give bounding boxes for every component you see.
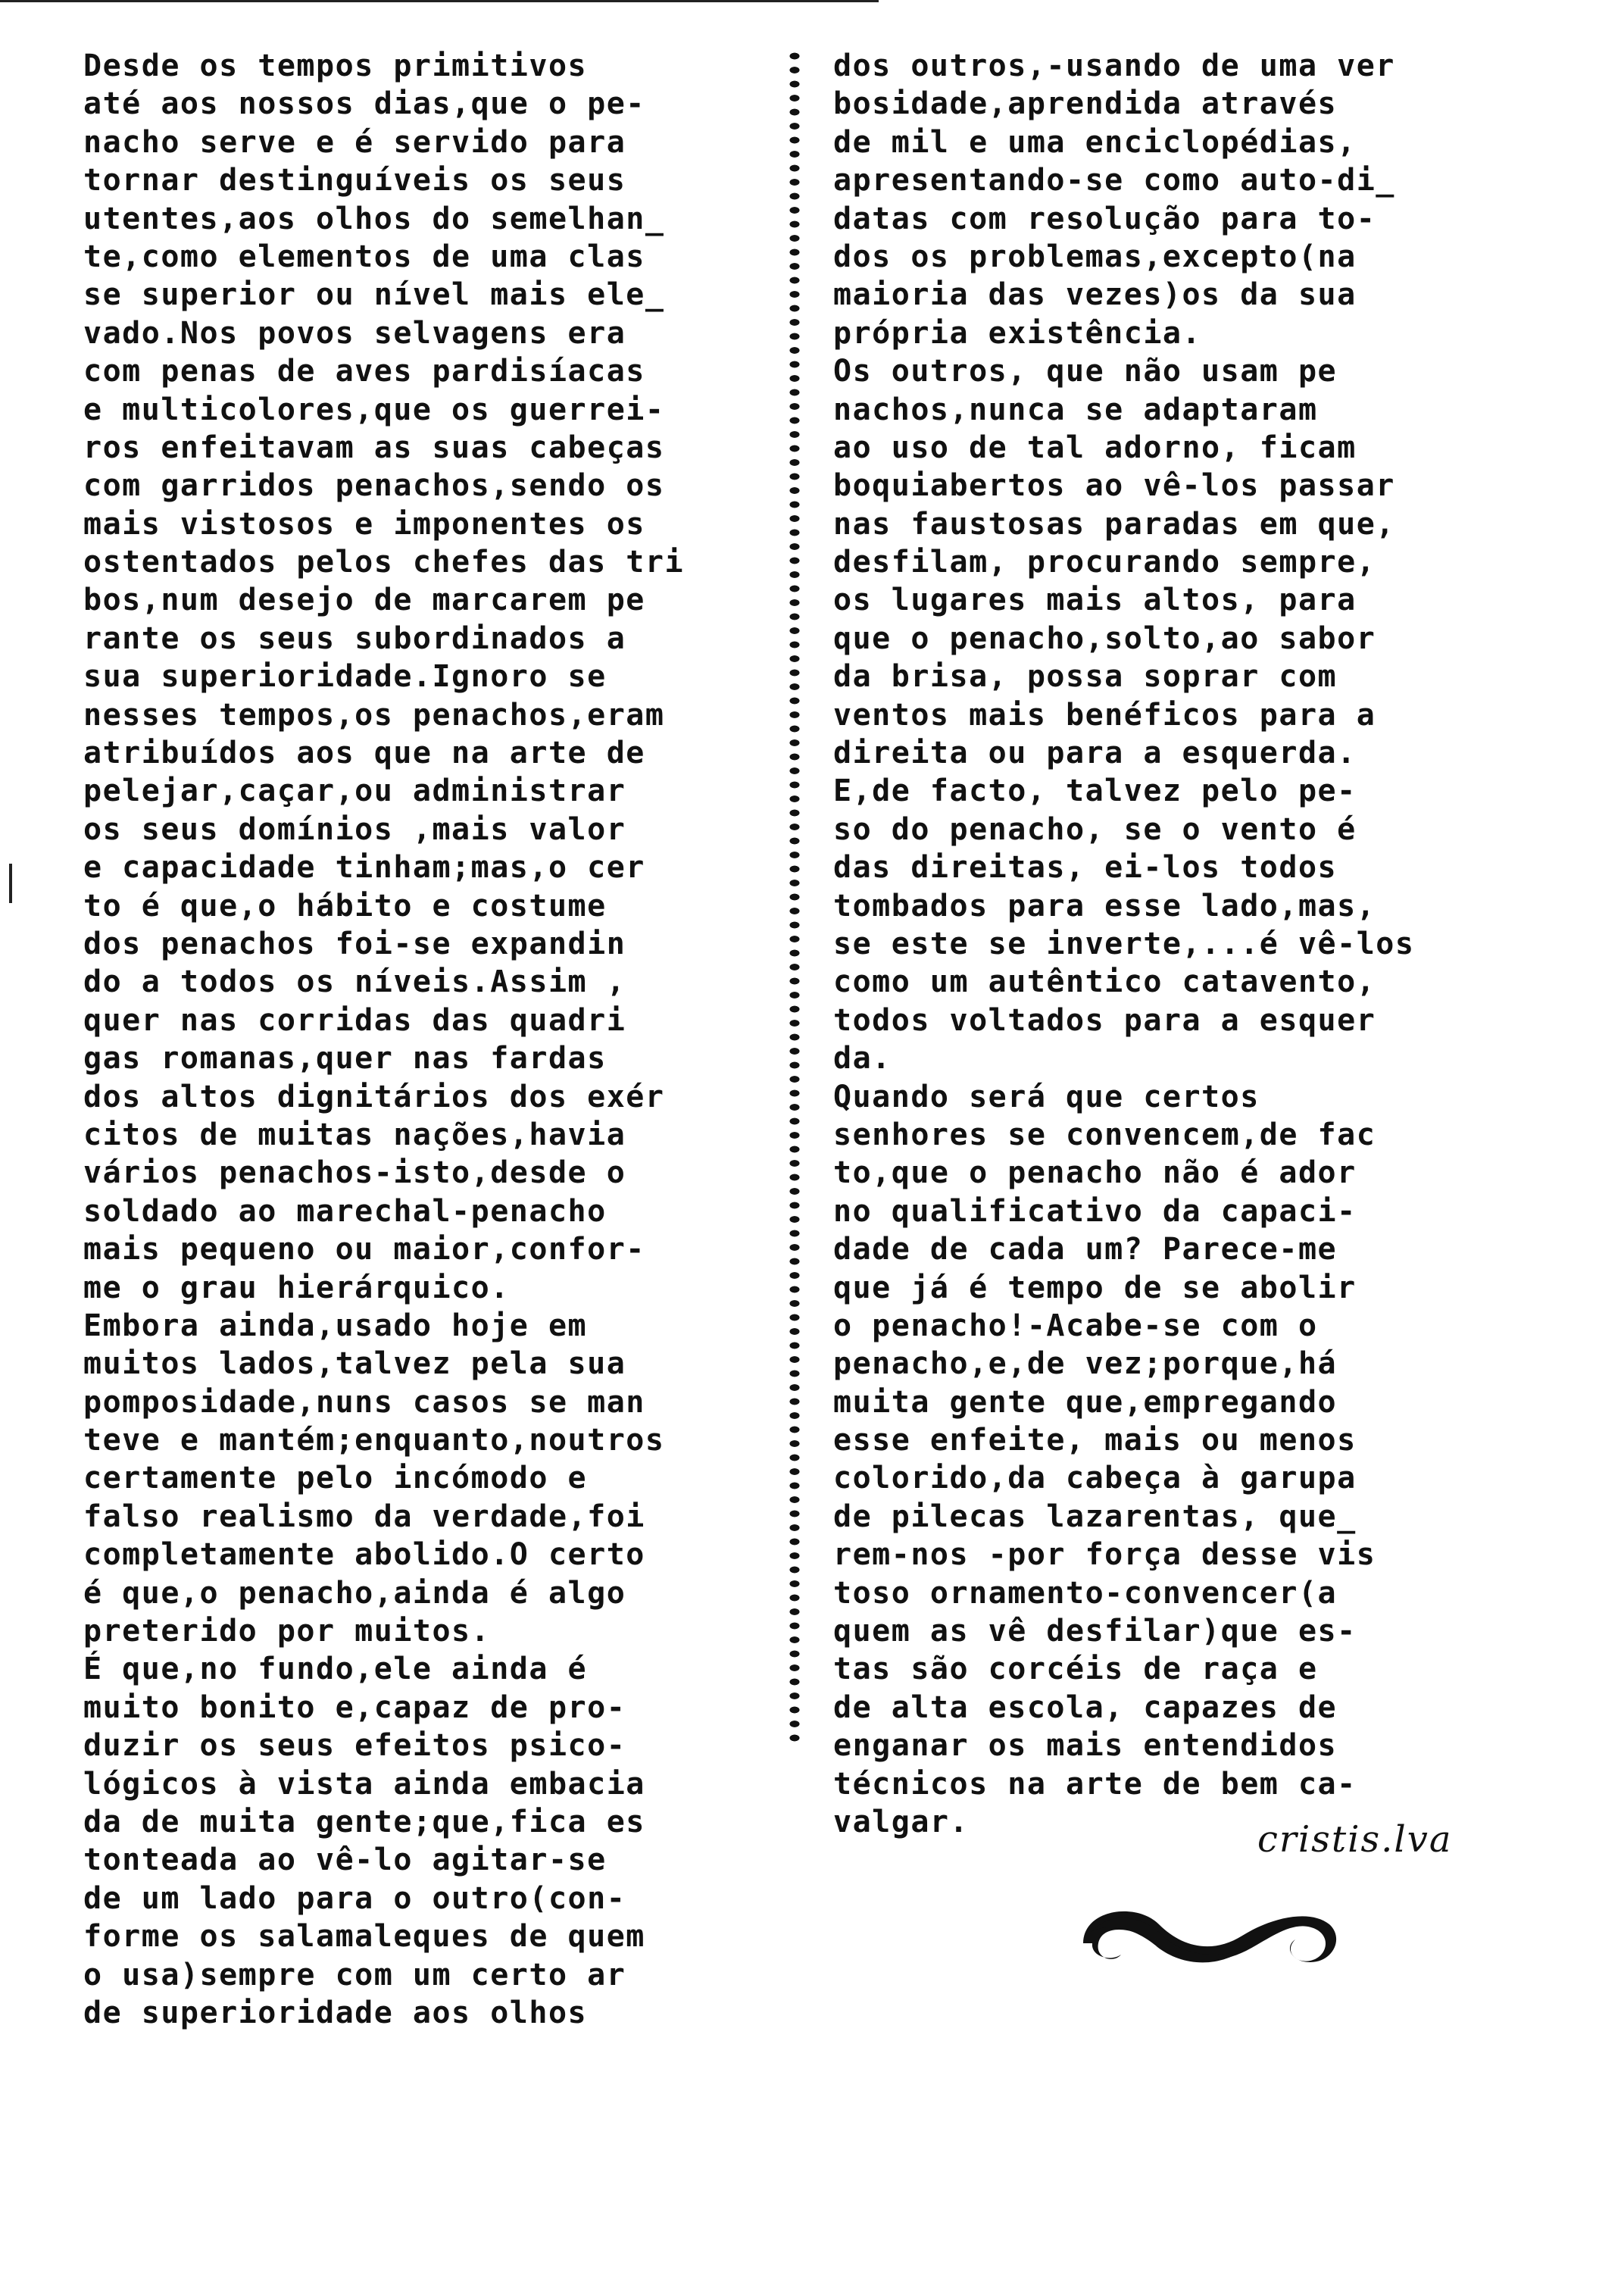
text-line: pomposidade,nuns casos se man [83, 1384, 645, 1420]
text-line: bosidade,aprendida através [833, 86, 1338, 122]
text-line: desfilam, procurando sempre, [833, 545, 1376, 580]
text-line: penacho,e,de vez;porque,há [833, 1346, 1338, 1382]
text-line: tombados para esse lado,mas, [833, 888, 1376, 924]
text-line: ventos mais benéficos para a [833, 697, 1376, 733]
text-line: so do penacho, se o vento é [833, 811, 1357, 847]
text-line: soldado ao marechal-penacho [83, 1193, 607, 1229]
text-line: quer nas corridas das quadri [83, 1002, 626, 1038]
text-line: da. [833, 1041, 892, 1077]
text-line: lógicos à vista ainda embacia [83, 1766, 645, 1802]
article-right-column [833, 47, 1591, 1841]
text-line: muita gente que,empregando [833, 1384, 1338, 1420]
text-line: de alta escola, capazes de [833, 1689, 1338, 1725]
text-line: É que,no fundo,ele ainda é [83, 1652, 588, 1687]
text-line: to,que o penacho não é ador [833, 1155, 1357, 1191]
text-line: utentes,aos olhos do semelhan_ [83, 201, 665, 236]
margin-mark [9, 864, 12, 903]
text-line: nachos,nunca se adaptaram [833, 392, 1318, 427]
page-top-rule [0, 0, 879, 2]
text-line: preterido por muitos. [83, 1614, 491, 1649]
text-line: com garridos penachos,sendo os [83, 468, 665, 504]
text-line: teve e mantém;enquanto,noutros [83, 1423, 665, 1458]
text-line: nacho serve e é servido para [83, 124, 626, 160]
text-line: se superior ou nível mais ele_ [83, 277, 665, 313]
text-line: de superioridade aos olhos [83, 1995, 588, 2030]
text-line: da de muita gente;que,fica es [83, 1804, 645, 1839]
text-line: como um autêntico catavento, [833, 964, 1376, 1000]
text-line: citos de muitas nações,havia [83, 1117, 626, 1152]
text-line: quem as vê desfilar)que es- [833, 1614, 1357, 1649]
text-line: até aos nossos dias,que o pe- [83, 86, 645, 122]
text-line: ostentados pelos chefes das tri [83, 545, 685, 580]
text-line: maioria das vezes)os da sua [833, 277, 1357, 313]
text-line: dos altos dignitários dos exér [83, 1079, 665, 1114]
text-line: do a todos os níveis.Assim , [83, 964, 626, 1000]
text-line: pelejar,caçar,ou administrar [83, 774, 626, 809]
text-line: valgar. [833, 1804, 970, 1839]
text-line: esse enfeite, mais ou menos [833, 1423, 1357, 1458]
text-line: boquiabertos ao vê-los passar [833, 468, 1395, 504]
text-line: ao uso de tal adorno, ficam [833, 430, 1357, 465]
text-line: das direitas, ei-los todos [833, 850, 1338, 886]
text-line: dos outros,-usando de uma ver [833, 48, 1395, 83]
text-line: rem-nos -por força desse vis [833, 1537, 1376, 1573]
text-line: técnicos na arte de bem ca- [833, 1766, 1357, 1802]
text-line: muito bonito e,capaz de pro- [83, 1689, 626, 1725]
text-line: com penas de aves pardisíacas [83, 354, 645, 389]
text-line: todos voltados para a esquer [833, 1002, 1376, 1038]
text-line: o penacho!-Acabe-se com o [833, 1308, 1318, 1343]
text-line: me o grau hierárquico. [83, 1270, 510, 1305]
text-line: sua superioridade.Ignoro se [83, 659, 607, 695]
end-ornament-flourish [1068, 1879, 1348, 1993]
author-signature: cristis.lva [1257, 1818, 1453, 1861]
text-line: e capacidade tinham;mas,o cer [83, 850, 645, 886]
text-line: Embora ainda,usado hoje em [83, 1308, 588, 1343]
text-line: muitos lados,talvez pela sua [83, 1346, 626, 1382]
text-line: direita ou para a esquerda. [833, 736, 1357, 771]
text-line: rante os seus subordinados a [83, 620, 626, 656]
text-line: Quando será que certos [833, 1079, 1260, 1114]
text-line: dade de cada um? Parece-me [833, 1232, 1338, 1267]
text-line: que já é tempo de se abolir [833, 1270, 1357, 1305]
text-line: dos penachos foi-se expandin [83, 926, 626, 961]
article-left-column [83, 47, 795, 2032]
text-line: datas com resolução para to- [833, 201, 1376, 236]
text-line: tas são corcéis de raça e [833, 1652, 1318, 1687]
text-line: to é que,o hábito e costume [83, 888, 607, 924]
text-line: atribuídos aos que na arte de [83, 736, 645, 771]
text-line: e multicolores,que os guerrei- [83, 392, 665, 427]
text-line: os seus domínios ,mais valor [83, 811, 626, 847]
text-line: se este se inverte,...é vê-los [833, 926, 1415, 961]
text-line: é que,o penacho,ainda é algo [83, 1575, 626, 1611]
text-line: te,como elementos de uma clas [83, 239, 645, 274]
text-line: no qualificativo da capaci- [833, 1193, 1357, 1229]
text-line: os lugares mais altos, para [833, 583, 1357, 618]
text-line: enganar os mais entendidos [833, 1728, 1338, 1764]
text-line: o usa)sempre com um certo ar [83, 1957, 626, 1993]
text-line: mais vistosos e imponentes os [83, 506, 645, 542]
text-line: Desde os tempos primitivos [83, 48, 588, 83]
text-line: nesses tempos,os penachos,eram [83, 697, 665, 733]
column-divider [785, 49, 804, 1746]
text-line: Os outros, que não usam pe [833, 354, 1338, 389]
text-line: própria existência. [833, 315, 1202, 351]
text-line: nas faustosas paradas em que, [833, 506, 1395, 542]
text-line: vários penachos-isto,desde o [83, 1155, 626, 1191]
text-line: de pilecas lazarentas, que_ [833, 1499, 1357, 1534]
text-line: mais pequeno ou maior,confor- [83, 1232, 645, 1267]
text-line: dos os problemas,excepto(na [833, 239, 1357, 274]
text-line: forme os salamaleques de quem [83, 1919, 645, 1955]
text-line: certamente pelo incómodo e [83, 1461, 588, 1496]
text-line: duzir os seus efeitos psico- [83, 1728, 626, 1764]
text-line: bos,num desejo de marcarem pe [83, 583, 645, 618]
text-line: completamente abolido.O certo [83, 1537, 645, 1573]
text-line: tornar destinguíveis os seus [83, 163, 626, 198]
text-line: vado.Nos povos selvagens era [83, 315, 626, 351]
text-line: tonteada ao vê-lo agitar-se [83, 1842, 607, 1878]
text-line: ros enfeitavam as suas cabeças [83, 430, 665, 465]
text-line: senhores se convencem,de fac [833, 1117, 1376, 1152]
text-line: de um lado para o outro(con- [83, 1880, 626, 1916]
text-line: gas romanas,quer nas fardas [83, 1041, 607, 1077]
text-line: falso realismo da verdade,foi [83, 1499, 645, 1534]
text-line: de mil e uma enciclopédias, [833, 124, 1357, 160]
text-line: colorido,da cabeça à garupa [833, 1461, 1357, 1496]
text-line: que o penacho,solto,ao sabor [833, 620, 1376, 656]
text-line: toso ornamento-convencer(a [833, 1575, 1338, 1611]
text-line: da brisa, possa soprar com [833, 659, 1338, 695]
text-line: E,de facto, talvez pelo pe- [833, 774, 1357, 809]
text-line: apresentando-se como auto-di_ [833, 163, 1395, 198]
